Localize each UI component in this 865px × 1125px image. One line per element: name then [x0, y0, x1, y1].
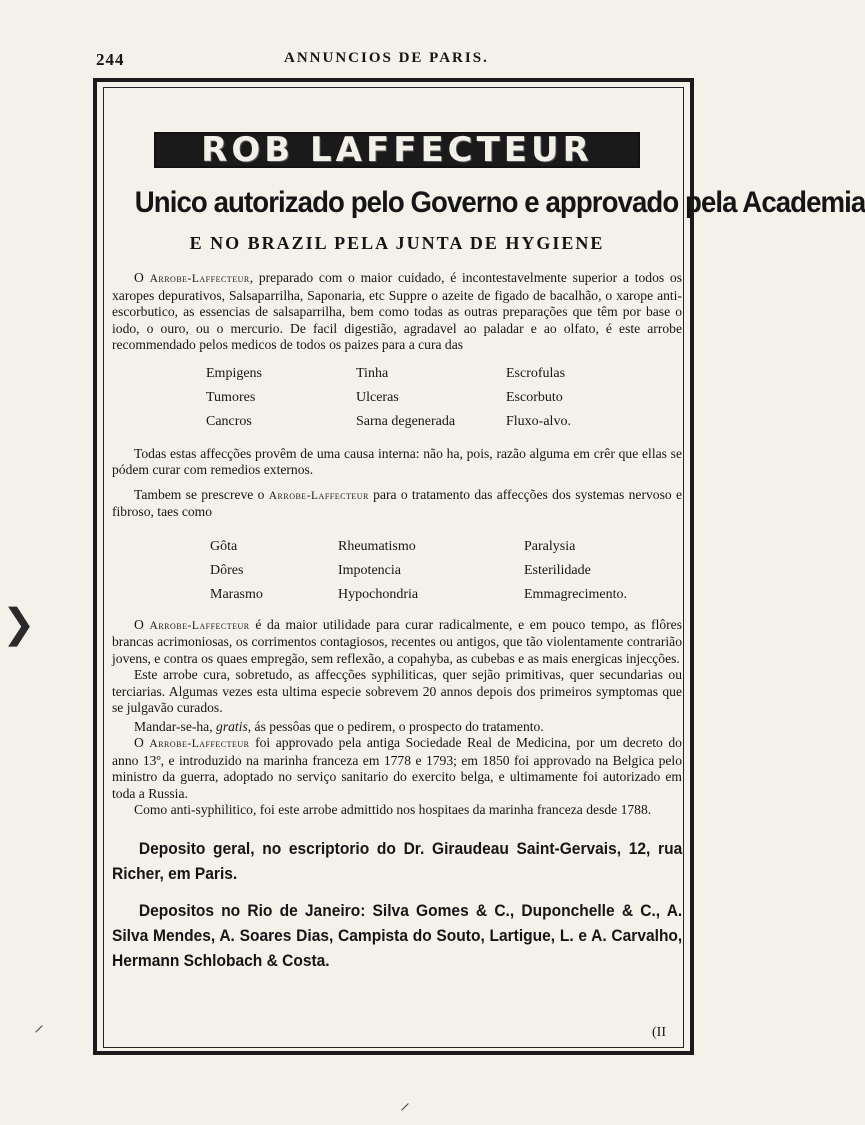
running-head: ANNUNCIOS DE PARIS. — [284, 50, 489, 66]
nervous-paragraph — [112, 487, 682, 521]
hospitals-paragraph: Como anti-syphilitico, foi este arrobe admittido nos hospitaes da marinha franceza desde 1788. — [134, 802, 652, 817]
ailment: Ulceras — [356, 389, 399, 405]
approval-text: foi approvado pela antiga Sociedade Real de Medicina, por um decreto do anno 13º, e introduzido na marinha franceza em 1778 e 1793; em 1850 foi approvado na Belgica pelo ministro da guerra, adoptado no serviço sanitario do exercito belga, e ultimamente foi autorizado em toda a Russia. — [112, 735, 682, 801]
ailments-list-2 — [112, 535, 682, 607]
nervous-after: para o tratamento das affecções dos systemas nervoso e fibroso, taes como — [112, 486, 682, 519]
advertisement — [112, 96, 865, 974]
banner-text: ROB LAFFECTEUR — [201, 130, 593, 170]
nervous-before: Tambem se prescreve o — [134, 486, 265, 502]
intro-paragraph — [112, 270, 682, 354]
headline: Unico autorizado pelo Governo e approvado pela Academia — [134, 186, 865, 219]
ailment-row — [112, 583, 682, 607]
product-banner — [154, 132, 640, 168]
ailment: Hypochondria — [338, 586, 419, 602]
margin-mark: ⸝ — [34, 1014, 44, 1036]
intro-text: , preparado com o maior cuidado, é incontestavelmente superior a todos os xaropes depurativos, Salsaparrilha, Saponaria, etc Suppre o azeite de figado de bacalhão, o xarope anti-escorbutico, as essencias de salsaparrilha, bem como todas as outras preparações que têm por base o iodo, o ouro, ou o mercurio. De facil digestião, agradavel ao paladar e ao olfato, é este arrobe recommendado pelos medicos de todos os paizes para a cura das — [112, 270, 682, 352]
ailment: Emmagrecimento. — [524, 586, 628, 602]
product-name: Arrobe-Laffecteur — [149, 273, 250, 285]
ailment: Impotencia — [338, 562, 401, 578]
ailment: Escrofulas — [506, 365, 566, 381]
ailment: Fluxo-alvo. — [506, 413, 571, 429]
ailment: Tinha — [356, 365, 389, 381]
syphilis-paragraph: Este arrobe cura, sobretudo, as affecções syphiliticas, quer sejão primitivas, quer secundarias ou terciarias. Algumas vezes esta ultima especie sobrevem 20 annos depois dos primeiros symptomas que se julgavão curados. — [112, 667, 682, 715]
ailment-row — [112, 535, 682, 559]
subheadline: E NO BRAZIL PELA JUNTA DE HYGIENE — [189, 233, 605, 253]
page-number: 244 — [96, 50, 125, 69]
product-name: Arrobe-Laffecteur — [149, 738, 250, 750]
utility-paragraph — [112, 617, 682, 668]
ailment-row — [112, 362, 682, 386]
utility-text: é da maior utilidade para curar radicalmente, e em pouco tempo, as flôres brancas acrimoniosas, os corrimentos contagiosos, recentes ou antigos, que tão violentamente contrarião jovens, e contra os quaes empregão, sem reflexão, a copahyba, as cubebas e as mais energicas injecções. — [112, 616, 682, 666]
ailment: Cancros — [206, 413, 252, 429]
approval-lead: O — [134, 735, 144, 750]
ailment-row — [112, 386, 682, 410]
ailment: Esterilidade — [524, 562, 591, 578]
ailment: Rheumatismo — [338, 538, 416, 554]
general-depot: Deposito geral, no escriptorio do Dr. Giraudeau Saint-Gervais, 12, rua Richer, em Paris. — [112, 839, 683, 883]
ailment: Gôta — [210, 538, 238, 554]
signature-mark: (II — [652, 1025, 666, 1040]
margin-mark: ⸝ — [400, 1092, 410, 1114]
gratis-before: Mandar-se-ha, — [134, 718, 213, 734]
ailment: Empigens — [206, 365, 262, 381]
margin-mark: ❯ — [2, 601, 36, 646]
internal-cause-paragraph: Todas estas affecções provêm de uma causa interna: não ha, pois, razão alguma em crêr que ellas se pódem curar com remedios externos. — [112, 445, 682, 477]
ailment: Sarna degenerada — [356, 413, 456, 429]
ailment: Tumores — [206, 389, 256, 405]
ailment: Paralysia — [524, 538, 576, 554]
ailment: Dôres — [210, 562, 244, 578]
gratis-word: gratis — [216, 718, 248, 734]
ailments-list-1 — [112, 362, 682, 434]
gratis-after: , ás pessôas que o pedirem, o prospecto do tratamento. — [247, 718, 544, 734]
intro-lead: O — [134, 270, 144, 285]
rio-depots: Depositos no Rio de Janeiro: Silva Gomes & C., Duponchelle & C., A. Silva Mendes, A. Soares Dias, Campista do Souto, Lartigue, L. e A. Carvalho, Hermann Schlobach & Costa. — [112, 901, 683, 970]
gratis-paragraph — [112, 719, 682, 736]
ailment: Escorbuto — [506, 389, 563, 405]
ailment-row — [112, 559, 682, 583]
utility-lead: O — [134, 616, 144, 632]
ailment-row — [112, 410, 682, 434]
ailment: Marasmo — [210, 586, 263, 602]
approval-paragraph — [112, 735, 682, 802]
product-name: Arrobe-Laffecteur — [268, 489, 369, 502]
product-name: Arrobe-Laffecteur — [149, 619, 250, 632]
